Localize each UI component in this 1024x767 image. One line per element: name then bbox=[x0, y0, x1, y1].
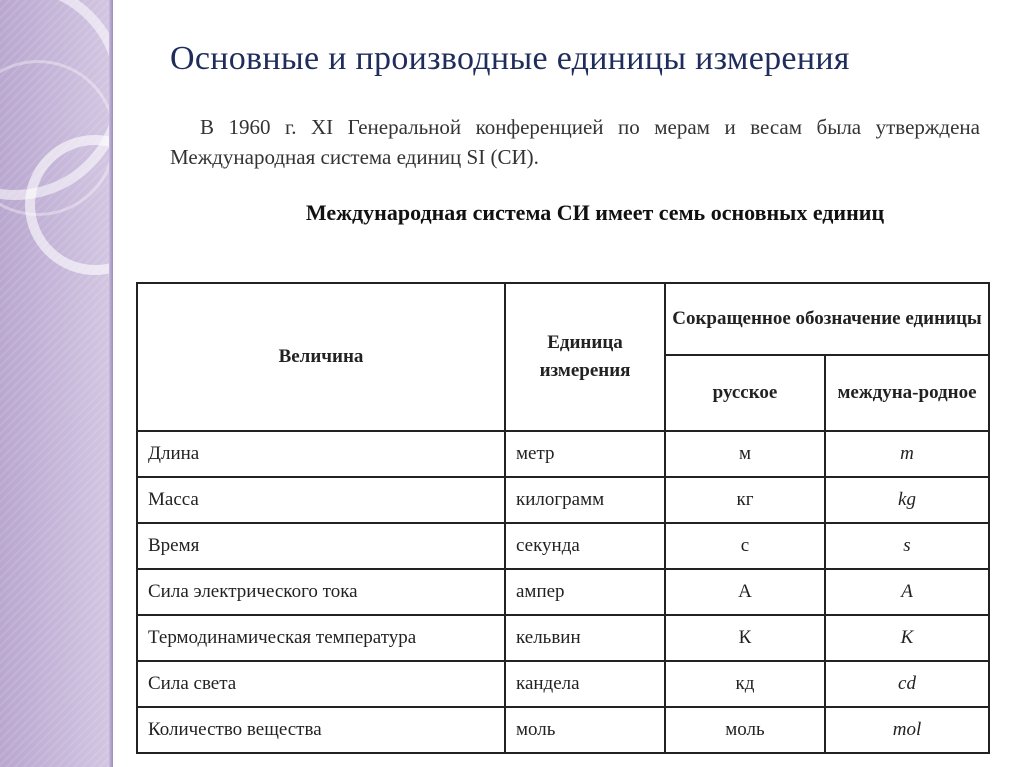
cell-international: m bbox=[825, 431, 989, 477]
table-caption: Международная система СИ имеет семь основных единиц bbox=[305, 200, 885, 225]
table-row bbox=[137, 615, 989, 661]
cell-international: K bbox=[825, 615, 989, 661]
cell-international: cd bbox=[825, 661, 989, 707]
table-row bbox=[137, 569, 989, 615]
cell-unit: килограмм bbox=[505, 477, 665, 523]
cell-russian: А bbox=[665, 569, 825, 615]
table-row bbox=[137, 477, 989, 523]
sidebar-border bbox=[109, 0, 113, 767]
header-unit: Единица измерения bbox=[505, 283, 665, 431]
cell-quantity: Длина bbox=[137, 431, 505, 477]
cell-russian: м bbox=[665, 431, 825, 477]
cell-unit: ампер bbox=[505, 569, 665, 615]
table-row bbox=[137, 707, 989, 753]
cell-quantity: Время bbox=[137, 523, 505, 569]
header-quantity: Величина bbox=[137, 283, 505, 431]
cell-quantity: Масса bbox=[137, 477, 505, 523]
cell-quantity: Количество вещества bbox=[137, 707, 505, 753]
cell-russian: кд bbox=[665, 661, 825, 707]
cell-russian: кг bbox=[665, 477, 825, 523]
cell-unit: кельвин bbox=[505, 615, 665, 661]
cell-unit: кандела bbox=[505, 661, 665, 707]
cell-quantity: Сила электрического тока bbox=[137, 569, 505, 615]
cell-russian: моль bbox=[665, 707, 825, 753]
cell-international: mol bbox=[825, 707, 989, 753]
intro-paragraph bbox=[170, 112, 980, 172]
cell-quantity: Термодинамическая температура bbox=[137, 615, 505, 661]
header-international: междуна-родное bbox=[825, 355, 989, 431]
intro-text: В 1960 г. XI Генеральной конференцией по мерам и весам была утверждена Международная система единиц SI (СИ). bbox=[170, 115, 980, 169]
si-units-table bbox=[136, 282, 990, 754]
cell-russian: К bbox=[665, 615, 825, 661]
cell-international: s bbox=[825, 523, 989, 569]
table-row bbox=[137, 431, 989, 477]
header-abbreviation: Сокращенное обозначение единицы bbox=[665, 283, 989, 355]
cell-quantity: Сила света bbox=[137, 661, 505, 707]
header-russian: русское bbox=[665, 355, 825, 431]
cell-unit: моль bbox=[505, 707, 665, 753]
cell-unit: метр bbox=[505, 431, 665, 477]
decorative-sidebar bbox=[0, 0, 113, 767]
cell-international: A bbox=[825, 569, 989, 615]
cell-international: kg bbox=[825, 477, 989, 523]
table-row bbox=[137, 661, 989, 707]
page-title: Основные и производные единицы измерения bbox=[170, 40, 850, 77]
table-row bbox=[137, 523, 989, 569]
cell-russian: с bbox=[665, 523, 825, 569]
cell-unit: секунда bbox=[505, 523, 665, 569]
